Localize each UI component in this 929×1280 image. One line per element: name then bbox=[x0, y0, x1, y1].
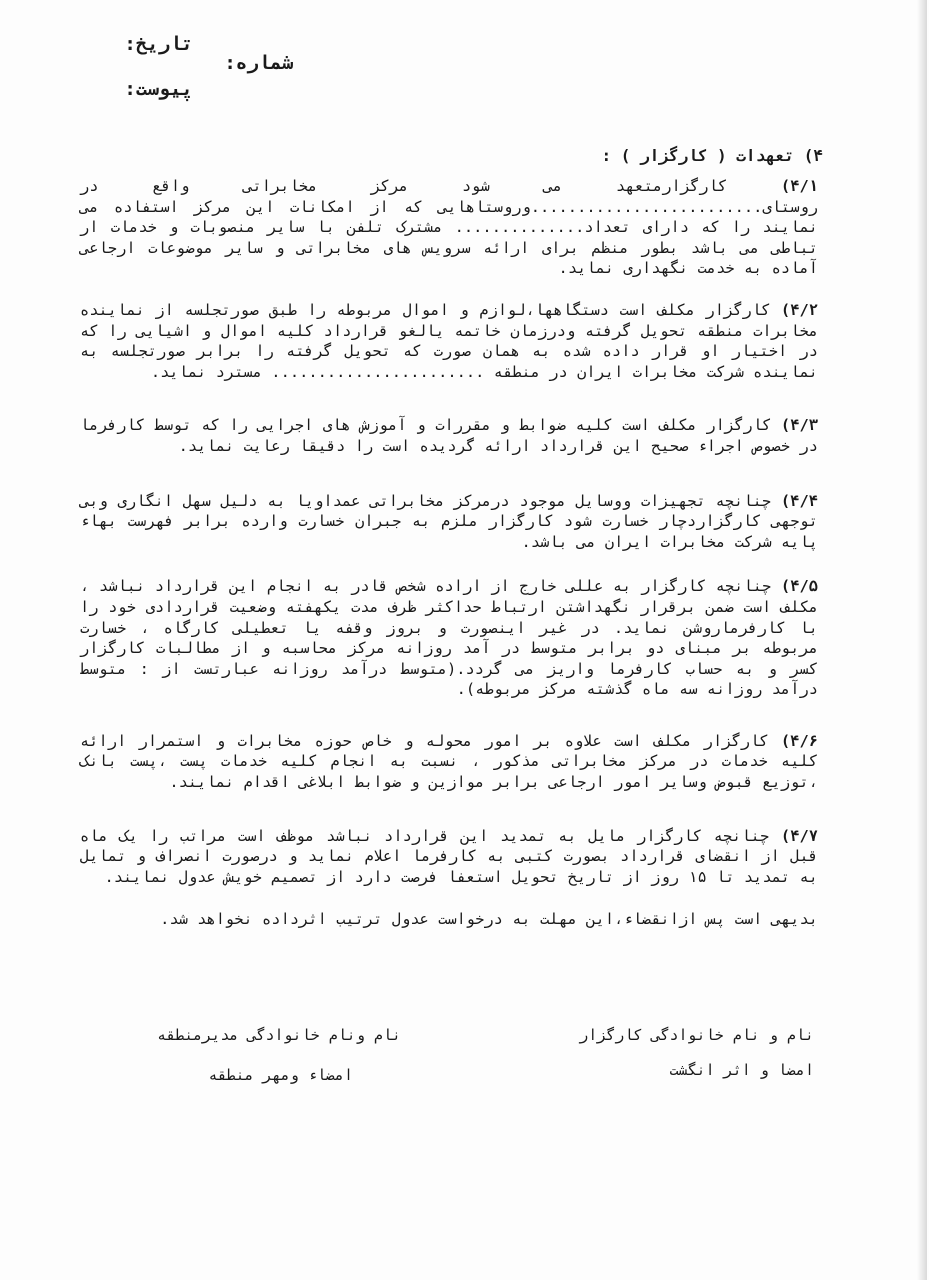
manager-name-label: نام ونام خانوادگی مدیرمنطقه bbox=[157, 1026, 401, 1044]
clause-text: کارگزارمتعهد می شود مرکز مخابراتی واقع در روستای.........................وروستاهایی که از امکانات این مرکز استفاده می نمایند را که دارای تعداد.............. مشترک تلفن با سایر منصوبات و خدمات ار تباطی می باشد بطور منظم برای ارائه سرویس های مخابراتی و سایر موضوعات ارجاعی آماده به خدمت نگهداری نماید. bbox=[80, 177, 818, 278]
manager-signature-label: امضاء ومهر منطقه bbox=[208, 1066, 353, 1084]
section-title: ۴) تعهدات ( کارگزار ) : bbox=[601, 146, 823, 165]
clause-number: ۴/۲) bbox=[780, 300, 818, 319]
clause-number: ۴/۴) bbox=[780, 491, 818, 510]
clause-text: کارگزار مکلف است کلیه ضوابط و مقررات و آموزش های اجرایی را که توسط کارفرما در خصوص اجراء صحیح این قرارداد ارائه گردیده است را دقیقا رعایت نماید. bbox=[80, 416, 818, 455]
clause-4-7 bbox=[80, 826, 818, 888]
clause-number: ۴/۷) bbox=[780, 826, 818, 845]
clause-text: کارگزار مکلف است دستگاهها،لوازم و اموال مربوطه را طبق صورتجلسه از نماینده مخابرات منطقه تحویل گرفته ودرزمان خاتمه یالغو قرارداد کلیه اموال و اشیایی را که در اختیار او قرار داده شده به همان صورت که تحویل گرفته را برابر صورتجلسه به نماینده شرکت مخابرات ایران در منطقه ....................... مسترد نماید. bbox=[80, 300, 818, 381]
clause-4-6 bbox=[80, 731, 818, 793]
clauses-body bbox=[80, 176, 818, 930]
clause-4-3 bbox=[80, 415, 818, 456]
closing-note: بدیهی است پس ازانقضاء،این مهلت به درخواست عدول ترتیب اثرداده نخواهد شد. bbox=[160, 910, 818, 929]
contractor-signature-label: امضا و اثر انگشت bbox=[669, 1061, 814, 1079]
clause-4-5 bbox=[80, 576, 818, 700]
clause-text: چنانچه کارگزار به عللی خارج از اراده شخص قادر به انجام این قرارداد نباشد ، مکلف است ضمن برقرار نگهداشتن ارتباط حداکثر ظرف مدت یکهفته وضعیت قراردادی خود را با کارفرماروشن نماید. در غیر اینصورت و بروز وقفه یا تعطیلی کارگاه ، خسارت مربوطه بر مبنای دو برابر متوسط در آمد روزانه مرکز محاسبه و از مطالبات کارگزار کسر و به حساب کارفرما واریز می گردد.(متوسط درآمد روزانه عبارتست از : متوسط درآمد روزانه سه ماه گذشته مرکز مربوطه). bbox=[80, 577, 818, 699]
clause-number: ۴/۱) bbox=[780, 177, 818, 195]
contractor-name-label: نام و نام خانوادگی کارگزار bbox=[579, 1026, 814, 1044]
attachment-label: پیوست: bbox=[124, 78, 193, 100]
clause-text: چنانچه تجهیزات ووسایل موجود درمرکز مخابراتی عمداویا به دلیل سهل انگاری وبی توجهی کارگزاردچار خسارت شود کارگزار ملزم به جبران خسارت وارده برابر فهرست بهاء پایه شرکت مخابرات ایران می باشد. bbox=[80, 491, 818, 551]
clause-4-4 bbox=[80, 491, 818, 553]
number-label: شماره: bbox=[224, 52, 293, 74]
clause-text: کارگزار مکلف است علاوه بر امور محوله و خاص حوزه مخابرات و استمرار ارائه کلیه خدمات در مرکز مخابراتی مذکور ، نسبت به انجام کلیه خدمات پست ،پست بانک ،توزیع قبوض وسایر امور ارجاعی برابر موازین و ضوابط ابلاغی اقدام نمایند. bbox=[80, 731, 818, 792]
date-label: تاریخ: bbox=[124, 33, 193, 55]
clause-4-1 bbox=[80, 176, 818, 279]
clause-text: چنانچه کارگزار مایل به تمدید این قرارداد نباشد موظف است مراتب را یک ماه قبل از انقضای قرارداد بصورت کتبی به کارفرما اعلام نماید و درصورت انصراف و تمایل به تمدید تا ۱۵ روز از تاریخ تحویل استعفا فرصت دارد از تصمیم خویش عدول نمایند. bbox=[80, 826, 818, 886]
clause-4-2 bbox=[80, 300, 818, 382]
clause-number: ۴/۳) bbox=[780, 416, 818, 435]
clause-number: ۴/۶) bbox=[780, 731, 818, 750]
clause-number: ۴/۵) bbox=[780, 577, 818, 596]
